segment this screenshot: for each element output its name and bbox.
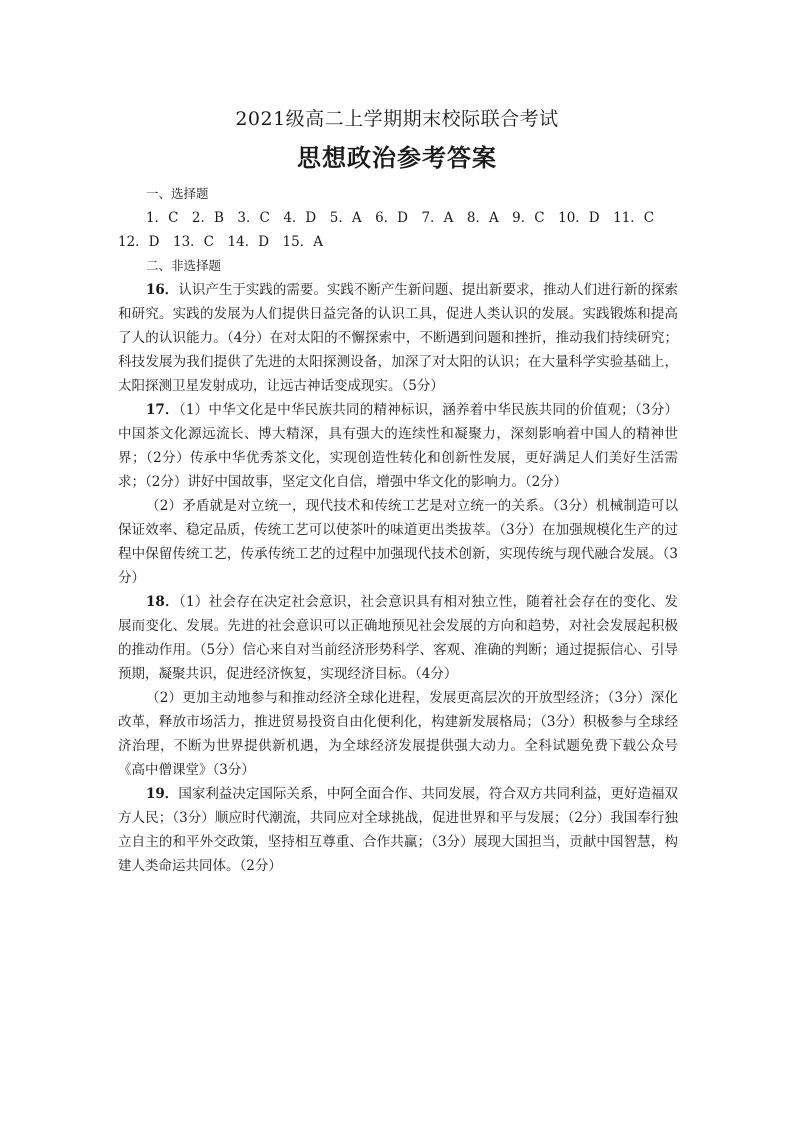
- question-17-part2-answer: （2）矛盾就是对立统一，现代技术和传统工艺是对立统一的关系。（3分）机械制造可以保证效率、稳定品质，传统工艺可以使茶叶的味道更出类拔萃。（3分）在加强规模化生产的过程中保留传统工艺，传承传统工艺的过程中加强现代技术创新，实现传统与现代融合发展。（3分）: [118, 498, 678, 586]
- question-19-text: 国家利益决定国际关系，中阿全面合作、共同发展，符合双方共同利益，更好造福双方人民；（3分）顺应时代潮流，共同应对全球挑战，促进世界和平与发展；（2分）我国奉行独立自主的和平外交政策，坚持相互尊重、合作共赢；（3分）展现大国担当，贡献中国智慧，构建人类命运共同体。（2分）: [118, 786, 679, 874]
- question-18-part2-answer: （2）更加主动地参与和推动经济全球化进程，发展更高层次的开放型经济；（3分）深化改革，释放市场活力，推进贸易投资自由化便利化，构建新发展格局；（3分）积极参与全球经济治理，不断为世界提供新机遇，为全球经济发展提供强大动力。全科试题免费下载公众号《高中僧课堂》（3分）: [118, 690, 678, 778]
- question-18-part1-text: （1）社会存在决定社会意识，社会意识具有相对独立性，随着社会存在的变化、发展而变化、发展。先进的社会意识可以正确地预见社会发展的方向和趋势，对社会发展起积极的推动作用。（5分）信心来自对当前经济形势科学、客观、准确的判断；通过提振信心、引导预期，凝聚共识，促进经济恢复，实现经济目标。（4分）: [118, 594, 678, 682]
- exam-title: 2021级高二上学期期末校际联合考试: [235, 108, 559, 130]
- question-18-part1-answer: [118, 590, 678, 686]
- question-17-number: 17．: [146, 402, 179, 418]
- section-open-questions-heading: 二、非选择题: [146, 258, 222, 273]
- question-17-part1-text: （1）中华文化是中华民族共同的精神标识，涵养着中华民族共同的价值观；（3分）中国茶文化源远流长、博大精深，具有强大的连续性和凝聚力，深刻影响着中国人的精神世界；（2分）传承中华优秀茶文化，实现创造性转化和创新性发展，更好满足人们美好生活需求；（2分）讲好中国故事，坚定文化自信，增强中华文化的影响力。（2分）: [118, 402, 678, 490]
- question-19-number: 19．: [146, 786, 179, 802]
- question-17-part1-answer: [118, 398, 678, 494]
- question-18-number: 18．: [146, 594, 179, 610]
- question-19-answer: [118, 782, 678, 878]
- question-16-answer: [118, 278, 678, 398]
- answer-key-title: 思想政治参考答案: [297, 144, 497, 172]
- answer-content: [118, 182, 678, 878]
- section-multiple-choice-heading: 一、选择题: [146, 186, 209, 201]
- question-16-text: 认识产生于实践的需要。实践不断产生新问题、提出新要求，推动人们进行新的探索和研究。实践的发展为人们提供日益完备的认识工具，促进人类认识的发展。实践锻炼和提高了人的认识能力。（4分）在对太阳的不懈探索中，不断遇到问题和挫折，推动我们持续研究；科技发展为我们提供了先进的太阳探测设备，加深了对太阳的认识；在大量科学实验基础上，太阳探测卫星发射成功，让远古神话变成现实。（5分）: [118, 282, 679, 394]
- multiple-choice-answers: 1．C 2．B 3．C 4．D 5．A 6．D 7．A 8．A 9．C 10．D 11．C 12．D 13．C 14．D 15．A: [118, 210, 668, 250]
- question-16-number: 16．: [146, 282, 179, 298]
